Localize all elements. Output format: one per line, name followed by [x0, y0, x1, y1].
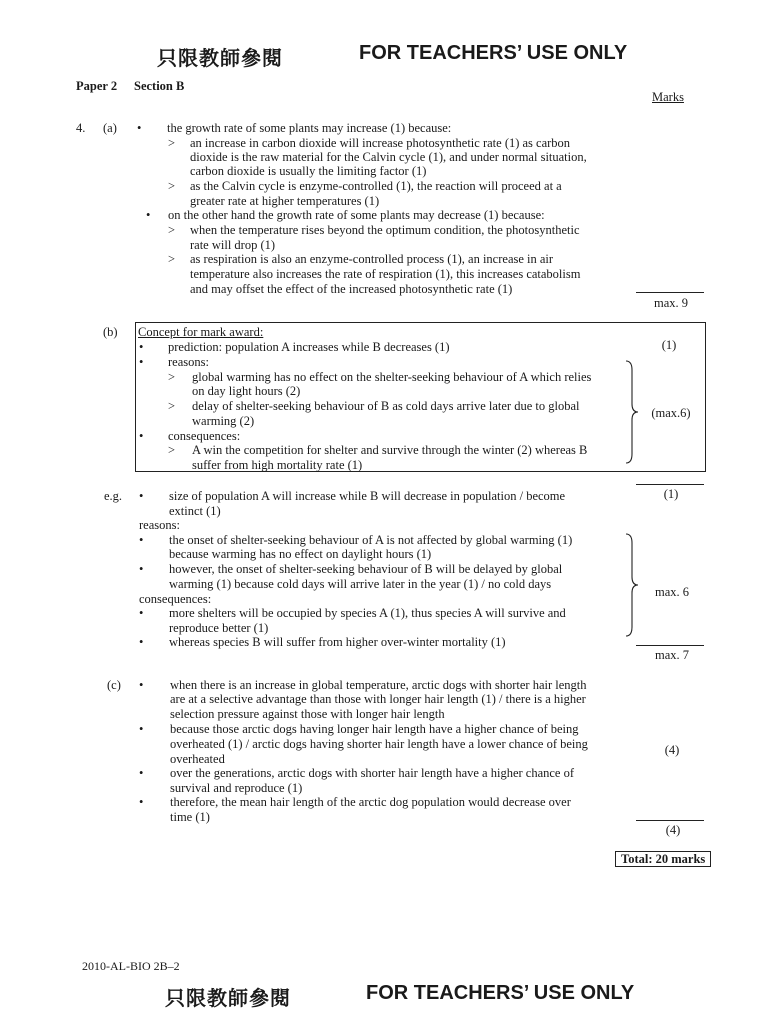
b-line: on day light hours (2) [192, 384, 301, 398]
mark-eg-group: max. 6 [654, 585, 690, 599]
bullet: • [139, 766, 144, 780]
c-line: therefore, the mean hair length of the arctic dog population would decrease over [170, 795, 571, 809]
arrow: > [168, 136, 176, 150]
mark-b-prediction: (1) [661, 338, 677, 352]
mark-a: max. 9 [653, 296, 689, 310]
c-line: survival and reproduce (1) [170, 781, 303, 795]
mark-rule [636, 484, 704, 485]
mark-rule [636, 292, 704, 293]
part-c-label: (c) [107, 678, 121, 692]
mark-rule [636, 820, 704, 821]
paper-code: 2010-AL-BIO 2B–2 [82, 959, 180, 973]
c-line: when there is an increase in global temperature, arctic dogs with shorter hair length [170, 678, 587, 692]
c-line: over the generations, arctic dogs with shorter hair length have a higher chance of [170, 766, 575, 780]
mark-c-group: (4) [664, 743, 680, 757]
mark-b-reasons: (max.6) [651, 406, 691, 420]
a-line: temperature also increases the rate of respiration (1), this increases catabolism [190, 267, 581, 281]
c-line: selection pressure against those with longer hair length [170, 707, 445, 721]
bullet: • [139, 678, 144, 692]
bullet: • [139, 340, 144, 354]
arrow: > [168, 252, 176, 266]
mark-c: (4) [665, 823, 681, 837]
bullet: • [139, 722, 144, 736]
section-label: Section B [134, 79, 185, 93]
eg-label: e.g. [104, 489, 123, 503]
bullet: • [137, 121, 142, 135]
question-number: 4. [76, 121, 86, 135]
b-line: warming (2) [192, 414, 255, 428]
a-line: when the temperature rises beyond the optimum condition, the photosynthetic [190, 223, 580, 237]
header-chinese: 只限教師參閱 [157, 46, 283, 70]
c-line: because those arctic dogs having longer hair length have a higher chance of being [170, 722, 579, 736]
eg-line: consequences: [139, 592, 212, 606]
paper-label: Paper 2 [76, 79, 118, 93]
b-line: delay of shelter-seeking behaviour of B as cold days arrive later due to global [192, 399, 580, 413]
eg-line: size of population A will increase while B will decrease in population / become [169, 489, 566, 503]
a-line: an increase in carbon dioxide will increase photosynthetic rate (1) as carbon [190, 136, 571, 150]
concept-title: Concept for mark award: [138, 325, 264, 339]
bullet: • [139, 606, 144, 620]
mark-eg-first: (1) [663, 487, 679, 501]
a-line: rate will drop (1) [190, 238, 276, 252]
a-line: as the Calvin cycle is enzyme-controlled (1), the reaction will proceed at a [190, 179, 562, 193]
footer-english: FOR TEACHERS’ USE ONLY [366, 982, 635, 1004]
bullet: • [139, 489, 144, 503]
c-line: overheated [170, 752, 225, 766]
mark-rule [636, 645, 704, 646]
arrow: > [168, 223, 176, 237]
a-line: carbon dioxide is usually the limiting factor (1) [190, 164, 427, 178]
part-a-label: (a) [103, 121, 117, 135]
a-line: the growth rate of some plants may increase (1) because: [167, 121, 452, 135]
c-line: overheated (1) / arctic dogs having shorter hair length have a lower chance of being [170, 737, 588, 751]
total-marks-box: Total: 20 marks [615, 851, 711, 867]
a-line: greater rate at higher temperatures (1) [190, 194, 380, 208]
bullet: • [139, 635, 144, 649]
eg-line: more shelters will be occupied by species A (1), thus species A will survive and [169, 606, 566, 620]
eg-line: whereas species B will suffer from higher over-winter mortality (1) [169, 635, 506, 649]
b-line: global warming has no effect on the shelter-seeking behaviour of A which relies [192, 370, 592, 384]
mark-b: max. 7 [654, 648, 690, 662]
eg-line: however, the onset of shelter-seeking behaviour of B will be delayed by global [169, 562, 563, 576]
eg-line: warming (1) because cold days will arrive later in the year (1) / no cold days [169, 577, 552, 591]
a-line: dioxide is the raw material for the Calvin cycle (1), and under normal situation, [190, 150, 587, 164]
eg-line: the onset of shelter-seeking behaviour of A is not affected by global warming (1) [169, 533, 573, 547]
header-english: FOR TEACHERS’ USE ONLY [359, 42, 628, 64]
marks-heading: Marks [652, 90, 684, 104]
eg-line: extinct (1) [169, 504, 221, 518]
eg-line: reproduce better (1) [169, 621, 269, 635]
b-line: consequences: [168, 429, 241, 443]
arrow: > [168, 443, 176, 457]
bullet: • [139, 533, 144, 547]
footer-chinese: 只限教師參閱 [165, 986, 291, 1010]
arrow: > [168, 370, 176, 384]
bullet: • [146, 208, 151, 222]
a-line: on the other hand the growth rate of some plants may decrease (1) because: [168, 208, 545, 222]
a-line: as respiration is also an enzyme-controlled process (1), an increase in air [190, 252, 554, 266]
part-b-label: (b) [103, 325, 118, 339]
b-line: suffer from high mortality rate (1) [192, 458, 363, 472]
b-line: prediction: population A increases while B decreases (1) [168, 340, 450, 354]
eg-line: reasons: [139, 518, 180, 532]
bullet: • [139, 795, 144, 809]
bullet: • [139, 562, 144, 576]
bullet: • [139, 355, 144, 369]
b-line: A win the competition for shelter and survive through the winter (2) whereas B [192, 443, 588, 457]
arrow: > [168, 399, 176, 413]
bullet: • [139, 429, 144, 443]
b-line: reasons: [168, 355, 209, 369]
c-line: are at a selective advantage than those with longer hair length (1) / there is a higher [170, 692, 586, 706]
c-line: time (1) [170, 810, 210, 824]
arrow: > [168, 179, 176, 193]
a-line: and may offset the effect of the increased photosynthetic rate (1) [190, 282, 513, 296]
eg-line: because warming has no effect on daylight hours (1) [169, 547, 432, 561]
